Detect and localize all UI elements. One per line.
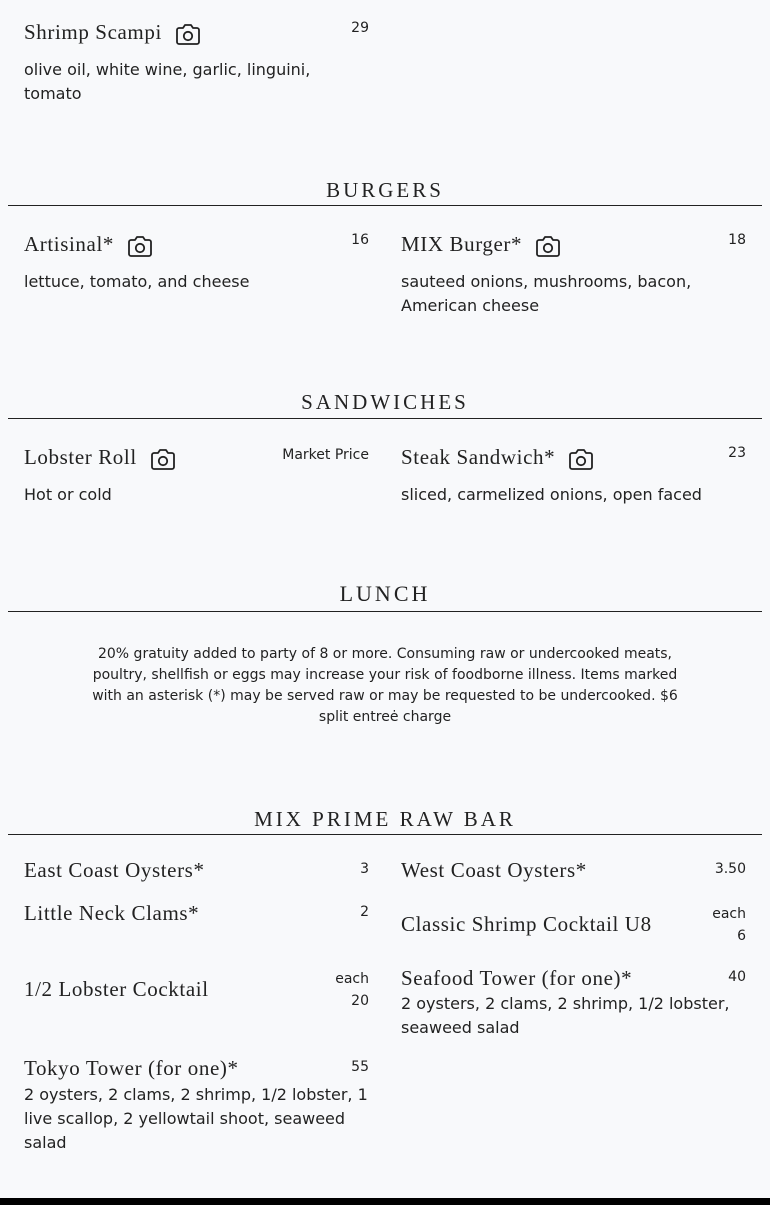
raw-bar-item-half-lobster-cocktail[interactable]: 1/2 Lobster Cocktail — [24, 977, 209, 1001]
item-description: Hot or cold — [24, 485, 112, 504]
footer-bar — [0, 1198, 770, 1205]
item-price: 20 — [351, 993, 369, 1009]
item-price: 29 — [351, 20, 369, 36]
section-title-burgers: BURGERS — [326, 178, 444, 202]
camera-icon[interactable] — [535, 235, 561, 259]
item-description: sauteed onions, mushrooms, bacon, American cheese — [401, 272, 692, 315]
item-description: 2 oysters, 2 clams, 2 shrimp, 1/2 lobster, seaweed salad — [401, 994, 730, 1037]
raw-bar-item-little-neck-clams[interactable]: Little Neck Clams* — [24, 901, 200, 925]
item-description: sliced, carmelized onions, open faced — [401, 485, 702, 504]
item-description: 2 oysters, 2 clams, 2 shrimp, 1/2 lobster, 1 live scallop, 2 yellowtail shoot, seaweed salad — [24, 1085, 368, 1152]
item-name: Artisinal* — [24, 232, 114, 256]
section-title-lunch: LUNCH — [339, 581, 431, 606]
item-price: 3.50 — [714, 861, 746, 877]
section-divider — [8, 611, 762, 612]
raw-bar-item-seafood-tower[interactable]: Seafood Tower (for one)* — [401, 966, 633, 990]
item-name: Lobster Roll — [24, 445, 137, 469]
menu-item-lobster-roll[interactable] — [24, 445, 176, 472]
menu-item-artisinal[interactable] — [24, 232, 153, 259]
menu-item-steak-sandwich[interactable] — [401, 445, 594, 472]
camera-icon[interactable] — [175, 23, 201, 47]
item-price: Market Price — [282, 447, 369, 463]
section-divider — [8, 205, 762, 206]
item-price: 18 — [728, 232, 746, 248]
item-price: 6 — [737, 928, 746, 944]
section-title-sandwiches: SANDWICHES — [301, 390, 469, 414]
item-name: MIX Burger* — [401, 232, 523, 256]
section-divider — [8, 418, 762, 419]
item-price: 55 — [351, 1059, 369, 1075]
item-price: 2 — [360, 904, 369, 920]
camera-icon[interactable] — [568, 448, 594, 472]
raw-bar-item-west-coast-oysters[interactable]: West Coast Oysters* — [401, 858, 587, 882]
menu-item-shrimp-scampi[interactable] — [24, 20, 201, 47]
lunch-notice: 20% gratuity added to party of 8 or more. Consuming raw or undercooked meats, poultry, shellfish or eggs may increase your risk of foodborne illness. Items marked with an asterisk (*) may be served raw or may be requested to be undercooked. $6 split entreė charge — [92, 646, 678, 725]
item-price: 16 — [351, 232, 369, 248]
raw-bar-item-east-coast-oysters[interactable]: East Coast Oysters* — [24, 858, 205, 882]
item-description: lettuce, tomato, and cheese — [24, 272, 250, 291]
raw-bar-item-classic-shrimp-cocktail[interactable]: Classic Shrimp Cocktail U8 — [401, 912, 652, 936]
item-name: Shrimp Scampi — [24, 20, 162, 44]
camera-icon[interactable] — [150, 448, 176, 472]
item-price-unit: each — [712, 906, 746, 922]
menu-item-mix-burger[interactable] — [401, 232, 561, 259]
section-title-raw-bar: MIX PRIME RAW BAR — [254, 807, 516, 831]
item-price-unit: each — [335, 971, 369, 987]
item-name: Steak Sandwich* — [401, 445, 556, 469]
section-divider — [8, 834, 762, 835]
item-price: 23 — [728, 445, 746, 461]
item-price: 3 — [360, 861, 369, 877]
camera-icon[interactable] — [127, 235, 153, 259]
raw-bar-item-tokyo-tower[interactable]: Tokyo Tower (for one)* — [24, 1056, 239, 1080]
item-description: olive oil, white wine, garlic, linguini, tomato — [24, 60, 311, 103]
item-price: 40 — [728, 969, 746, 985]
